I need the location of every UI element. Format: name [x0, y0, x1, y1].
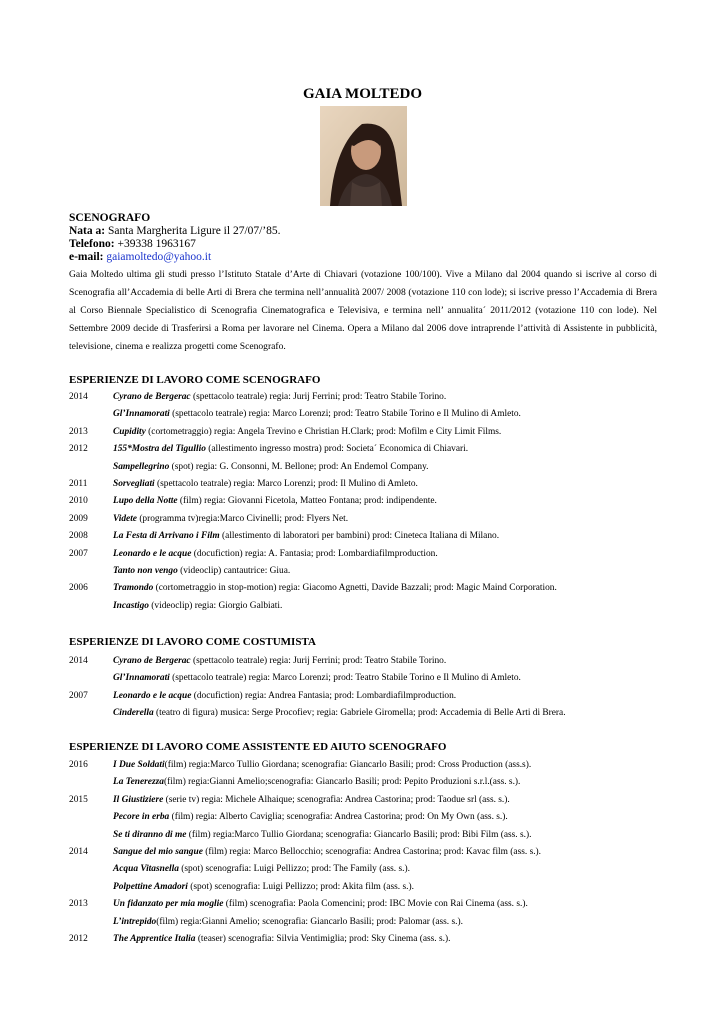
entry-year: 2016 [69, 760, 88, 770]
entry-description [113, 864, 410, 874]
entry-work-title: Acqua Vitasnella [113, 864, 179, 875]
entry-details: (film) regia:Marco Tullio Giordana; scenografia: Giancarlo Basili; prod: Cross Production (ass.s). [164, 760, 532, 770]
entry-details: (teatro di figura) musica: Serge Procofiev; regia: Gabriele Giromella; prod: Accademia di Belle Arti di Brera. [153, 708, 566, 719]
entry-details: (allestimento di laboratori per bambini) prod: Cineteca Italiana di Milano. [219, 531, 500, 542]
entry-work-title: Leonardo e le acque [113, 548, 192, 559]
entry-year: 2006 [69, 583, 88, 594]
entry-description [113, 392, 446, 402]
profile-photo [320, 106, 407, 206]
entry-description [113, 601, 282, 611]
entry-work-title: Sangue del mio sangue [113, 847, 203, 857]
entry-work-title: Gl’Innamorati [113, 409, 170, 420]
email-line [69, 251, 281, 264]
phone-line [69, 238, 281, 251]
entry-year: 2010 [69, 496, 88, 507]
entry-year: 2015 [69, 794, 88, 805]
entry-work-title: Tanto non vengo [113, 566, 178, 576]
entry-details: (allestimento ingresso mostra) prod: Societa´ Economica di Chiavari. [205, 444, 469, 455]
entry-description [113, 409, 521, 419]
entry-details: (film) regia: Giovanni Ficetola, Matteo Fontana; prod: indipendente. [177, 496, 437, 507]
entry-details: (film) scenografia: Paola Comencini; prod: IBC Movie con Rai Cinema (ass. s.). [223, 899, 528, 910]
entry-year: 2009 [69, 513, 88, 524]
entry-description [113, 427, 501, 437]
phone-value: +39338 1963167 [117, 238, 196, 250]
entry-work-title: Incastigo [113, 600, 149, 611]
entry-details: (film) regia: Marco Bellocchio; scenografia: Andrea Castorina; prod: Kavac film (ass. s.). [202, 847, 542, 857]
entry-details: (spettacolo teatrale) regia: Marco Lorenzi; prod: Teatro Stabile Torino e Il Mulino di Amleto. [169, 409, 521, 420]
entry-description [113, 444, 468, 454]
entry-work-title: 155*Mostra del Tigullio [113, 444, 206, 455]
entry-description [113, 583, 557, 593]
entry-work-title: Leonardo e le acque [113, 690, 192, 701]
entry-work-title: Polpettine Amadori [113, 881, 188, 892]
entry-work-title: Cyrano de Bergerac [113, 392, 191, 402]
entry-year: 2014 [69, 656, 88, 666]
entry-work-title: Pecore in erba [113, 812, 170, 823]
birth-value: Santa Margherita Ligure il 27/07/’85. [107, 225, 281, 237]
entry-details: (spettacolo teatrale) regia: Jurij Ferrini; prod: Teatro Stabile Torino. [190, 656, 447, 666]
entry-description [113, 899, 528, 909]
entry-description [113, 917, 463, 927]
section-title-assistente: ESPERIENZE DI LAVORO COME ASSISTENTE ED AIUTO SCENOGRAFO [69, 741, 447, 753]
entry-details: (film) regia:Gianni Amelio;scenografia: Giancarlo Basili; prod: Pepito Produzioni s.r.l.(ass. s.). [163, 777, 521, 788]
biography-paragraph: Gaia Moltedo ultima gli studi presso l’Istituto Statale d’Arte di Chiavari (votazione 100/100). Vive a Milano dal 2004 quando si iscrive al corso di Scenografia all’Accademia di belle Arti di Brera che termina nell’annualità 2007/ 2008 (votazione 110 con lode); si iscrive presso l’Accademia di Brera al Corso Biennale Specialistico di Scenografia Cinematografica e Televisiva, e termina nell’ annualita´ 2011/2012 (votazione 110 con lode). Nel Settembre 2009 decide di Trasferirsi a Roma per lavorare nel Cinema. Opera a Milano dal 2006 dove intraprende l’attività di Assistente in pubblicità, televisione, cinema e realizza progetti come Scenografo. [69, 269, 657, 352]
entry-work-title: I Due Soldati [113, 760, 165, 770]
entry-work-title: Un fidanzato per mia moglie [113, 899, 224, 910]
entry-work-title: Sampellegrino [113, 461, 170, 472]
entry-work-title: Lupo della Notte [113, 496, 178, 507]
birth-label: Nata a: [69, 225, 106, 237]
entry-year: 2012 [69, 934, 88, 944]
entry-description [113, 760, 531, 770]
entry-year: 2013 [69, 899, 88, 910]
entry-description [113, 934, 450, 944]
entry-description [113, 691, 456, 701]
entry-year: 2012 [69, 444, 88, 455]
phone-label: Telefono: [69, 238, 115, 250]
entry-description [113, 795, 510, 805]
entry-work-title: Tramondo [113, 583, 154, 594]
entry-description [113, 496, 437, 506]
entry-details: (spettacolo teatrale) regia: Marco Lorenzi; prod: Teatro Stabile Torino e Il Mulino di Amleto. [169, 673, 521, 684]
entry-description [113, 656, 446, 666]
entry-details: (spettacolo teatrale) regia: Jurij Ferrini; prod: Teatro Stabile Torino. [190, 392, 447, 402]
entry-work-title: La Festa di Arrivano i Film [113, 531, 220, 542]
entry-details: (serie tv) regia: Michele Alhaique; scenografia: Andrea Castorina; prod: Taodue srl (ass. s.). [163, 794, 510, 805]
entry-details: (docufiction) regia: Andrea Fantasia; prod: Lombardiafilmproduction. [191, 690, 457, 701]
entry-description [113, 531, 499, 541]
entry-description [113, 479, 418, 489]
entry-details: (videoclip) cantautrice: Giua. [177, 566, 291, 576]
section-title-costumista: ESPERIENZE DI LAVORO COME COSTUMISTA [69, 636, 316, 648]
entry-work-title: Cyrano de Bergerac [113, 656, 191, 666]
entry-details: (teaser) scenografia: Silvia Ventimiglia; prod: Sky Cinema (ass. s.). [195, 934, 451, 944]
entry-description [113, 462, 429, 472]
entry-details: (cortometraggio) regia: Angela Trevino e Christian H.Clark; prod: Mofilm e City Limit Films. [145, 426, 502, 437]
entry-description [113, 830, 531, 840]
entry-description [113, 708, 566, 718]
entry-details: (cortometraggio in stop-motion) regia: Giacomo Agnetti, Davide Bazzali; prod: Magic Maind Corporation. [153, 583, 557, 594]
entry-work-title: The Apprentice Italia [113, 934, 196, 944]
entry-details: (film) regia: Alberto Caviglia; scenografia: Andrea Castorina; prod: On My Own (ass. s.). [169, 812, 508, 823]
entry-year: 2014 [69, 847, 88, 857]
birth-line [69, 225, 281, 238]
email-label: e-mail: [69, 251, 104, 263]
entry-year: 2013 [69, 426, 88, 437]
entry-work-title: Cinderella [113, 708, 154, 719]
entry-work-title: Gl’Innamorati [113, 673, 170, 684]
entry-year: 2007 [69, 690, 88, 701]
entry-description [113, 812, 508, 822]
entry-work-title: L’intrepido [113, 916, 157, 927]
entry-details: (programma tv)regia:Marco Civinelli; prod: Flyers Net. [136, 513, 349, 524]
entry-work-title: Videte [113, 513, 137, 524]
role-title: SCENOGRAFO [69, 212, 151, 224]
entry-work-title: La Tenerezza [113, 777, 164, 788]
entry-details: (film) regia:Marco Tullio Giordana; scenografia: Giancarlo Basili; prod: Bibi Film (ass. s.). [186, 829, 532, 840]
entry-details: (spot) regia: G. Consonni, M. Bellone; prod: An Endemol Company. [169, 461, 429, 472]
entry-description [113, 882, 414, 892]
entry-year: 2011 [69, 479, 88, 489]
entry-details: (docufiction) regia: A. Fantasia; prod: Lombardiafilmproduction. [191, 548, 438, 559]
section-title-scenografo: ESPERIENZE DI LAVORO COME SCENOGRAFO [69, 374, 321, 386]
entry-work-title: Sorvegliati [113, 479, 155, 489]
entry-year: 2014 [69, 392, 88, 402]
resume-name: GAIA MOLTEDO [302, 86, 423, 102]
entry-details: (film) regia:Gianni Amelio; scenografia: Giancarlo Basili; prod: Palomar (ass. s.). [156, 916, 463, 927]
entry-details: (videoclip) regia: Giorgio Galbiati. [148, 600, 283, 611]
entry-work-title: Il Giustiziere [113, 794, 164, 805]
entry-work-title: Cupidity [113, 426, 146, 437]
entry-details: (spot) scenografia: Luigi Pellizzo; prod: The Family (ass. s.). [178, 864, 410, 875]
entry-year: 2007 [69, 548, 88, 559]
entry-description [113, 777, 520, 787]
entry-details: (spot) scenografia: Luigi Pellizzo; prod: Akita film (ass. s.). [187, 881, 414, 892]
entry-description [113, 847, 541, 857]
entry-details: (spettacolo teatrale) regia: Marco Lorenzi; prod: Il Mulino di Amleto. [154, 479, 418, 489]
entry-description [113, 549, 438, 559]
entry-description [113, 514, 348, 524]
entry-work-title: Se ti diranno di me [113, 829, 187, 840]
personal-info [69, 212, 281, 264]
email-link[interactable]: gaiamoltedo@yahoo.it [106, 251, 212, 263]
entry-description [113, 566, 290, 576]
entry-year: 2008 [69, 531, 88, 542]
entry-description [113, 673, 521, 683]
